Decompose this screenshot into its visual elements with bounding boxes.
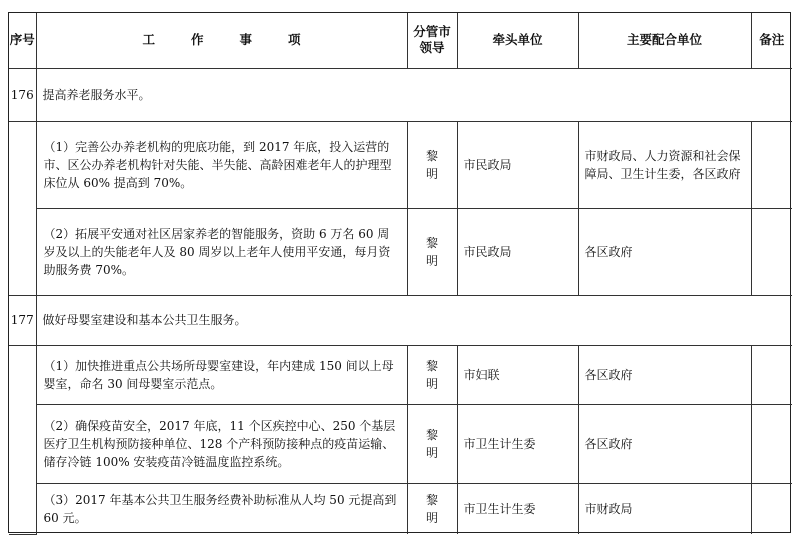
subitem-partners: 各区政府 (578, 404, 751, 483)
subitem-row (9, 404, 792, 483)
subitem-remarks (751, 483, 792, 534)
subitem-text: （1）完善公办养老机构的兜底功能，到 2017 年底，投入运营的市、区公办养老机构针对失能、半失能、高龄困难老年人的护理型床位从 60% 提高到 70%。 (36, 121, 407, 208)
subitem-partners: 各区政府 (578, 345, 751, 404)
group-row (9, 68, 792, 121)
subitem-remarks (751, 345, 792, 404)
subitem-remarks (751, 121, 792, 208)
subitem-lead-unit: 市卫生计生委 (457, 404, 578, 483)
table-header-row (9, 13, 792, 68)
subitem-text: （3）2017 年基本公共卫生服务经费补助标准从人均 50 元提高到 60 元。 (36, 483, 407, 534)
subitem-partners: 各区政府 (578, 208, 751, 295)
subitem-lead-unit: 市妇联 (457, 345, 578, 404)
header-lead-unit: 牵头单位 (457, 13, 578, 68)
subitem-remarks (751, 404, 792, 483)
subitem-lead-unit: 市民政局 (457, 121, 578, 208)
group-title: 提高养老服务水平。 (36, 68, 792, 121)
group-index: 176 (9, 68, 36, 121)
group-index: 177 (9, 295, 36, 345)
subitem-leader: 黎明 (407, 483, 457, 534)
subitem-text: （2）确保疫苗安全，2017 年底，11 个区疾控中心、250 个基层医疗卫生机构预防接种单位、128 个产科预防接种点的疫苗运输、储存冷链 100% 安装疫苗冷链温度监控系统。 (36, 404, 407, 483)
header-work-item: 工作事项 (36, 13, 407, 68)
group-index-spacer (9, 345, 36, 534)
subitem-partners: 市财政局、人力资源和社会保障局、卫生计生委，各区政府 (578, 121, 751, 208)
subitem-remarks (751, 208, 792, 295)
header-partners: 主要配合单位 (578, 13, 751, 68)
subitem-row (9, 345, 792, 404)
subitem-leader: 黎明 (407, 345, 457, 404)
subitem-leader: 黎明 (407, 208, 457, 295)
header-leader: 分管市领导 (407, 13, 457, 68)
subitem-text: （1）加快推进重点公共场所母婴室建设，年内建成 150 间以上母婴室，命名 30 间母婴室示范点。 (36, 345, 407, 404)
work-items-table (9, 13, 792, 535)
header-index: 序号 (9, 13, 36, 68)
subitem-row (9, 121, 792, 208)
group-index-spacer (9, 121, 36, 295)
subitem-row (9, 483, 792, 534)
work-items-table-page (8, 12, 791, 533)
subitem-leader: 黎明 (407, 121, 457, 208)
subitem-row (9, 208, 792, 295)
subitem-lead-unit: 市民政局 (457, 208, 578, 295)
group-row (9, 295, 792, 345)
subitem-text: （2）拓展平安通对社区居家养老的智能服务，资助 6 万名 60 周岁及以上的失能老年人及 80 周岁以上老年人使用平安通，每月资助服务费 70%。 (36, 208, 407, 295)
subitem-leader: 黎明 (407, 404, 457, 483)
header-remarks: 备注 (751, 13, 792, 68)
group-title: 做好母婴室建设和基本公共卫生服务。 (36, 295, 792, 345)
subitem-lead-unit: 市卫生计生委 (457, 483, 578, 534)
subitem-partners: 市财政局 (578, 483, 751, 534)
